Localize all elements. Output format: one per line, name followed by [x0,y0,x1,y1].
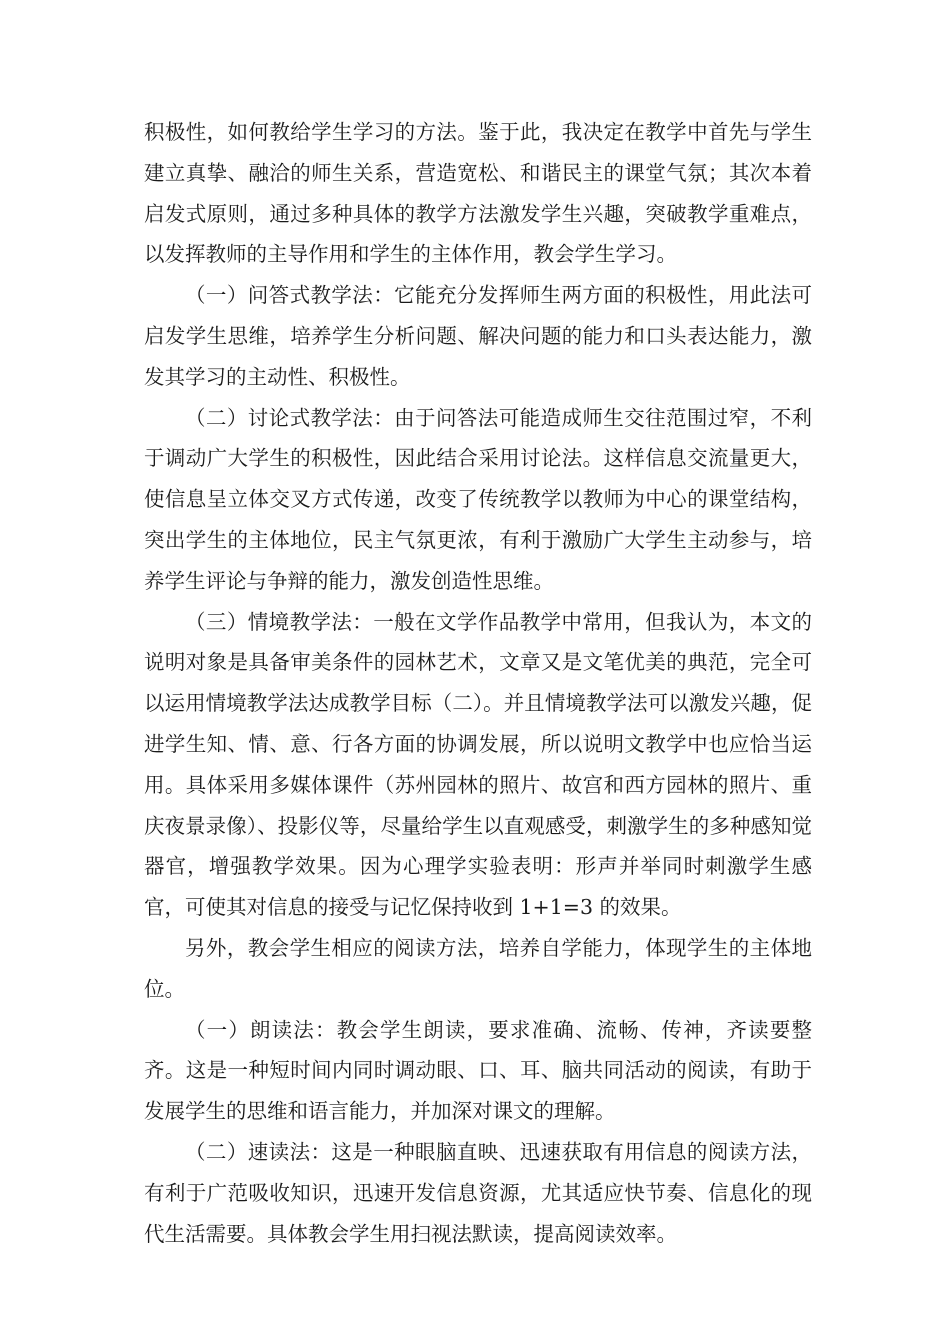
paragraph-reading-aloud: （一）朗读法：教会学生朗读，要求准确、流畅、传神，齐读要整齐。这是一种短时间内同时调动眼、口、耳、脑共同活动的阅读，有助于发展学生的思维和语言能力，并加深对课文的理解。 [144,1017,812,1124]
paragraph-situational-method: （三）情境教学法：一般在文学作品教学中常用，但我认为，本文的说明对象是具备审美条件的园林艺术，文章又是文笔优美的典范，完全可以运用情境教学法达成教学目标（二）。并且情境教学法可以激发兴趣，促进学生知、情、意、行各方面的协调发展，所以说明文教学中也应恰当运用。具体采用多媒体课件（苏州园林的照片、故宫和西方园林的照片、重庆夜景录像）、投影仪等，尽量给学生以直观感受，刺激学生的多种感知觉器官，增强教学效果。因为心理学实验表明：形声并举同时刺激学生感官，可使其对信息的接受与记忆保持收到 1+1=3 的效果。 [144,609,812,920]
paragraph-discussion-method: （二）讨论式教学法：由于问答法可能造成师生交往范围过窄，不利于调动广大学生的积极性，因此结合采用讨论法。这样信息交流量更大，使信息呈立体交叉方式传递，改变了传统教学以教师为中心的课堂结构，突出学生的主体地位，民主气氛更浓，有利于激励广大学生主动参与，培养学生评论与争辩的能力，激发创造性思维。 [144,405,812,593]
paragraph-intro-continuation: 积极性，如何教给学生学习的方法。鉴于此，我决定在教学中首先与学生建立真挚、融洽的师生关系，营造宽松、和谐民主的课堂气氛；其次本着启发式原则，通过多种具体的教学方法激发学生兴趣，突破教学重难点，以发挥教师的主导作用和学生的主体作用，教会学生学习。 [144,120,812,267]
document-body [144,112,812,1254]
paragraph-speed-reading: （二）速读法：这是一种眼脑直映、迅速获取有用信息的阅读方法，有利于广范吸收知识，迅速开发信息资源，尤其适应快节奏、信息化的现代生活需要。具体教会学生用扫视法默读，提高阅读效率。 [144,1139,812,1246]
paragraph-reading-methods-intro: 另外，教会学生相应的阅读方法，培养自学能力，体现学生的主体地位。 [144,935,812,1001]
paragraph-qa-method: （一）问答式教学法：它能充分发挥师生两方面的积极性，用此法可启发学生思维，培养学生分析问题、解决问题的能力和口头表达能力，激发其学习的主动性、积极性。 [144,283,812,389]
